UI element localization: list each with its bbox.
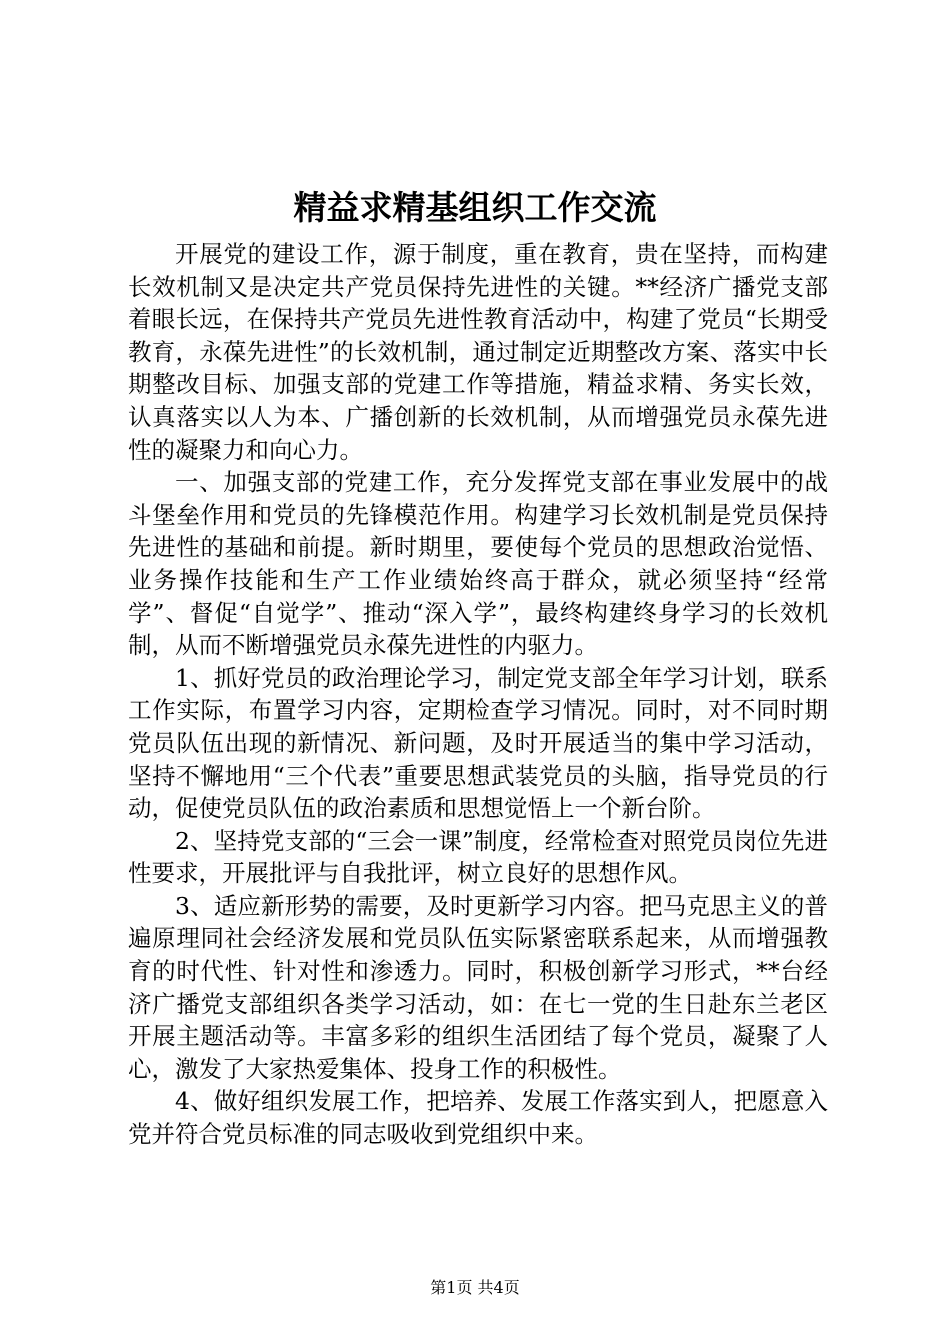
paragraph-item-1: 1、抓好党员的政治理论学习，制定党支部全年学习计划，联系工作实际，布置学习内容，定期检查学习情况。同时，对不同时期党员队伍出现的新情况、新问题，及时开展适当的集中学习活动，坚持不懈地用“三个代表”重要思想武装党员的头脑，指导党员的行动，促使党员队伍的政治素质和思想觉悟上一个新台阶。 bbox=[128, 663, 828, 823]
paragraph-intro: 开展党的建设工作，源于制度，重在教育，贵在坚持，而构建长效机制又是决定共产党员保持先进性的关键。**经济广播党支部着眼长远，在保持共产党员先进性教育活动中，构建了党员“长期受教育，永葆先进性”的长效机制，通过制定近期整改方案、落实中长期整改目标、加强支部的党建工作等措施，精益求精、务实长效，认真落实以人为本、广播创新的长效机制，从而增强党员永葆先进性的凝聚力和向心力。 bbox=[128, 240, 828, 464]
paragraph-section-1: 一、加强支部的党建工作，充分发挥党支部在事业发展中的战斗堡垒作用和党员的先锋模范作用。构建学习长效机制是党员保持先进性的基础和前提。新时期里，要使每个党员的思想政治觉悟、业务操作技能和生产工作业绩始终高于群众，就必须坚持“经常学”、督促“自觉学”、推动“深入学”，最终构建终身学习的长效机制，从而不断增强党员永葆先进性的内驱力。 bbox=[128, 468, 828, 660]
document-body bbox=[128, 238, 828, 1151]
paragraph-item-2: 2、坚持党支部的“三会一课”制度，经常检查对照党员岗位先进性要求，开展批评与自我批评，树立良好的思想作风。 bbox=[128, 826, 828, 888]
paragraph-item-4: 4、做好组织发展工作，把培养、发展工作落实到人，把愿意入党并符合党员标准的同志吸收到党组织中来。 bbox=[128, 1087, 828, 1149]
page-number-footer: 第1页 共4页 bbox=[430, 1278, 520, 1297]
document-title: 精益求精基组织工作交流 bbox=[293, 188, 657, 227]
paragraph-item-3: 3、适应新形势的需要，及时更新学习内容。把马克思主义的普遍原理同社会经济发展和党员队伍实际紧密联系起来，从而增强教育的时代性、针对性和渗透力。同时，积极创新学习形式，**台经济广播党支部组织各类学习活动，如：在七一党的生日赴东兰老区开展主题活动等。丰富多彩的组织生活团结了每个党员，凝聚了人心，激发了大家热爱集体、投身工作的积极性。 bbox=[128, 891, 828, 1083]
